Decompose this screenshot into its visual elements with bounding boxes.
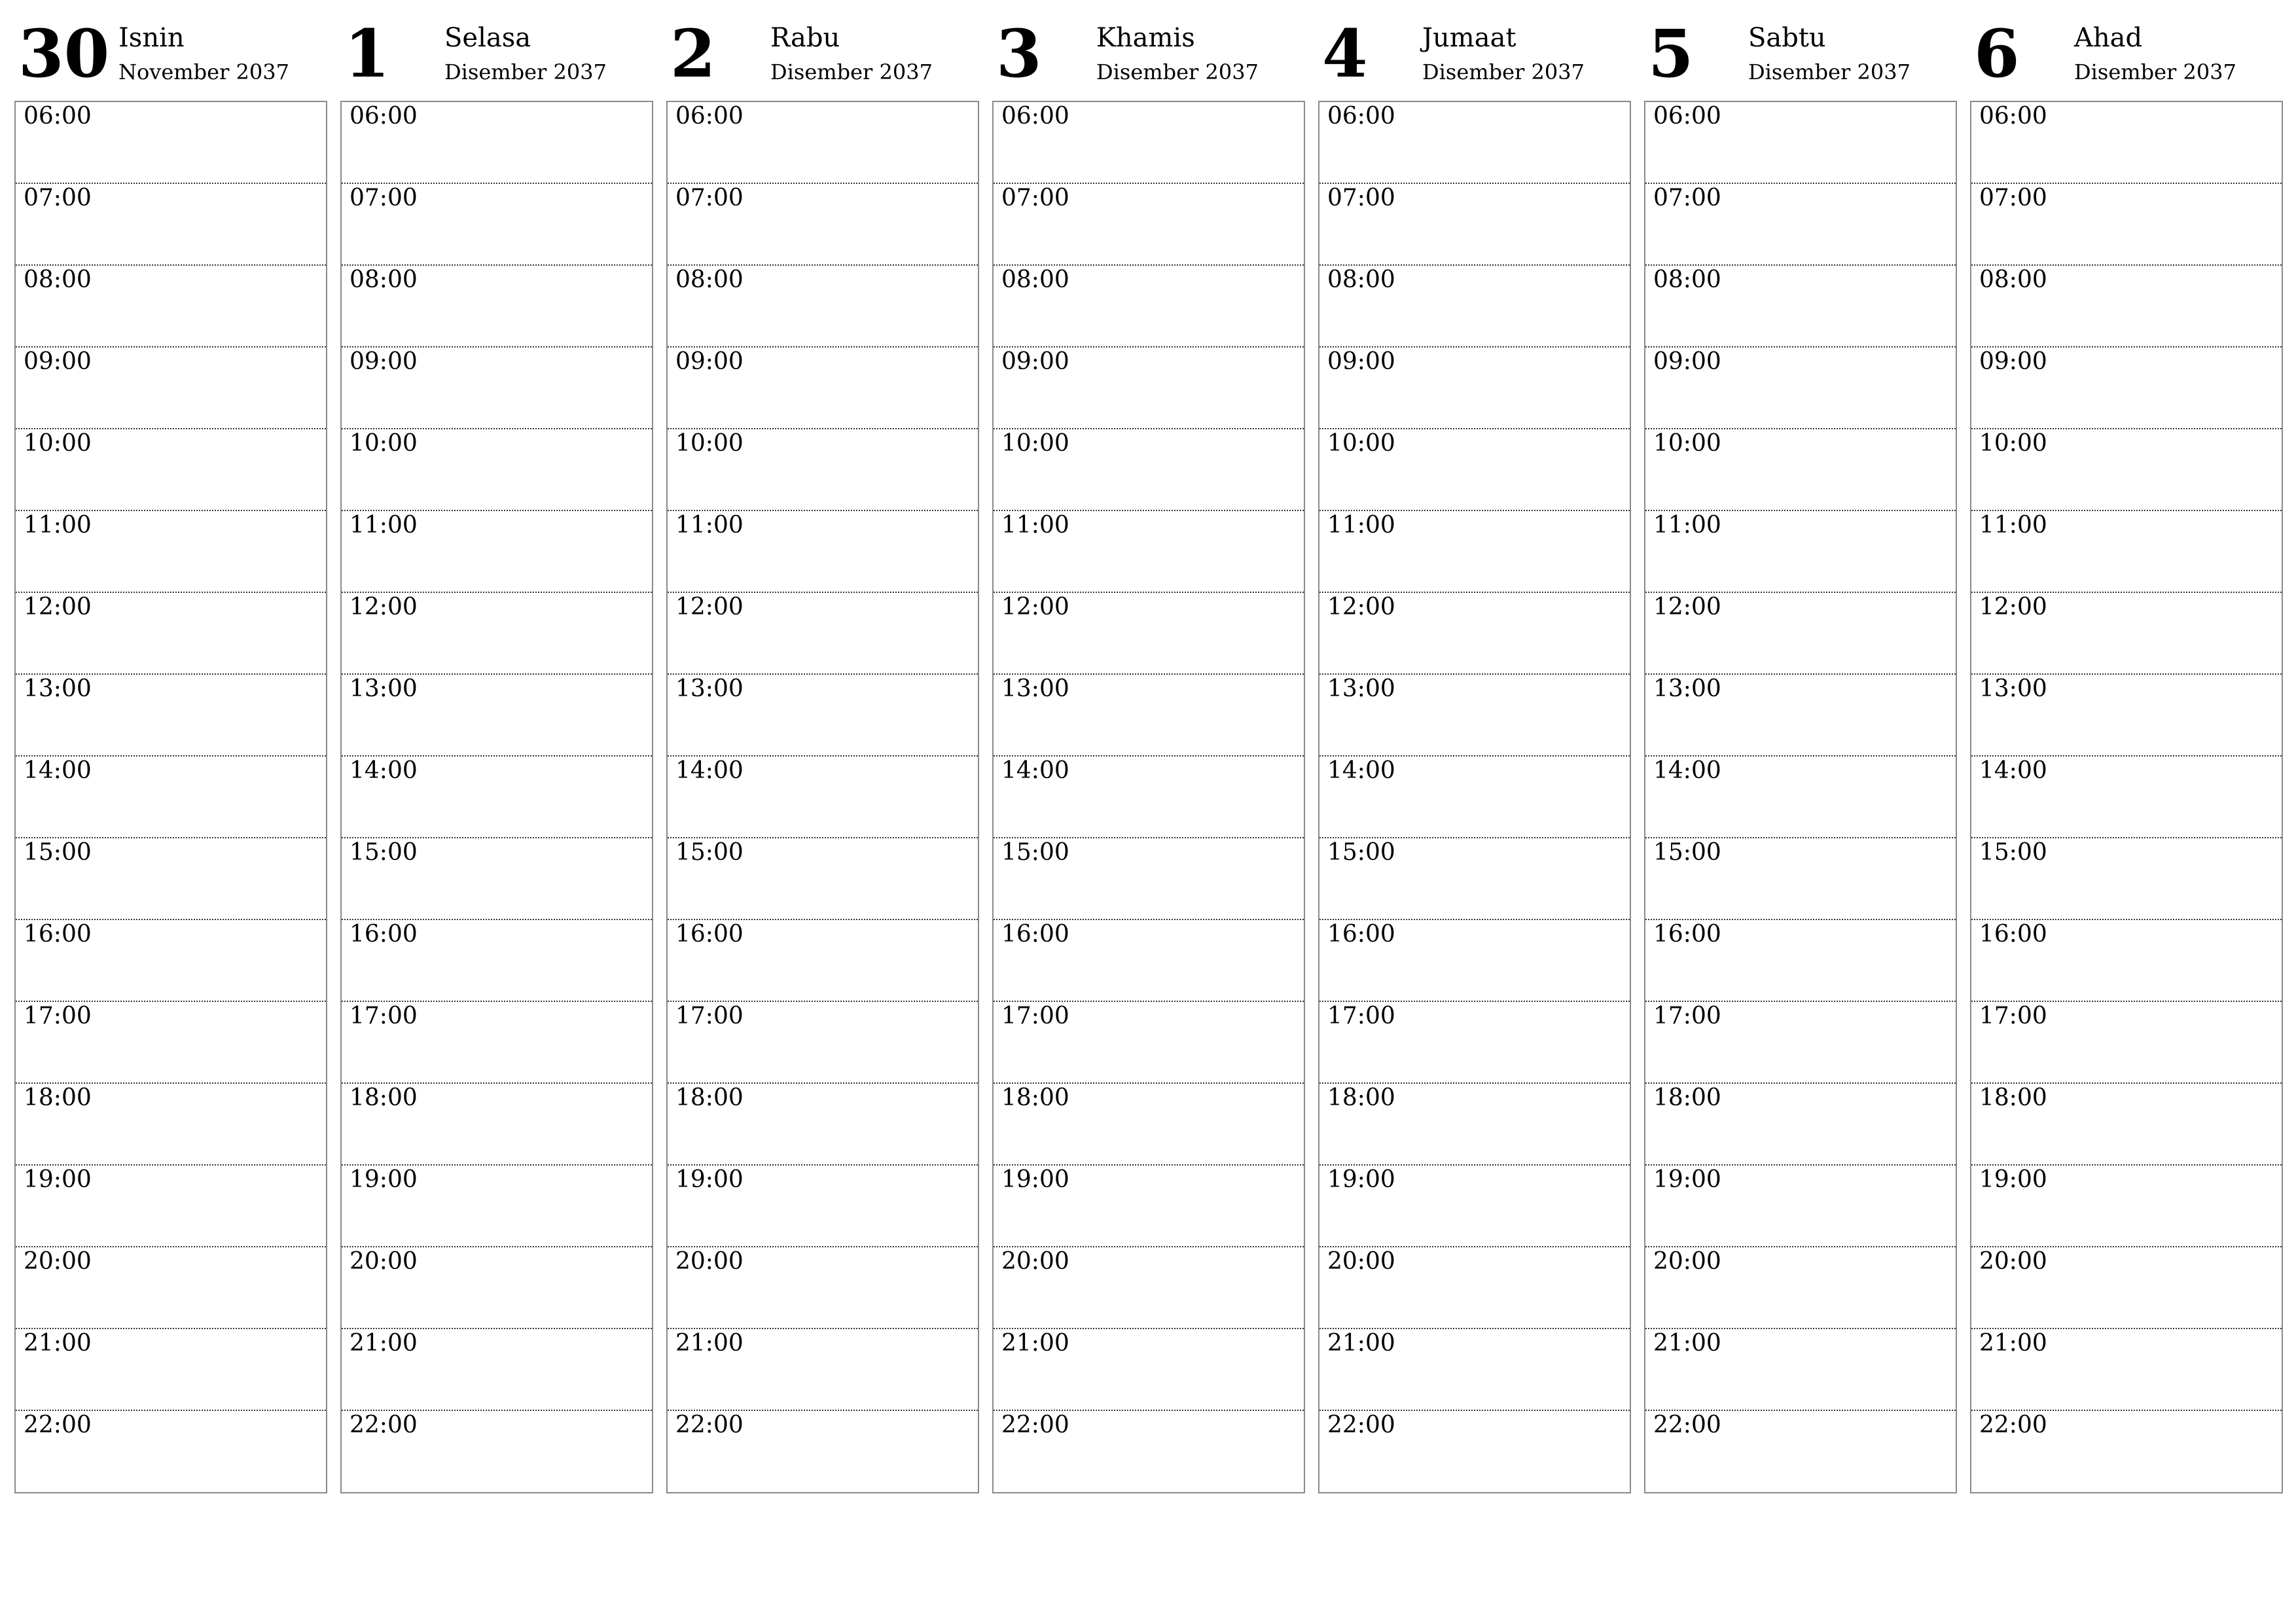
day-column	[1318, 14, 1631, 1500]
time-slot-label: 08:00	[1979, 266, 2047, 293]
time-slot[interactable]	[1971, 511, 2282, 593]
time-slot-label: 17:00	[1979, 1003, 2047, 1029]
time-slot[interactable]	[1645, 1411, 1956, 1493]
day-schedule-box	[340, 101, 653, 1493]
time-slot-label: 18:00	[1979, 1084, 2047, 1111]
time-slot-label: 18:00	[24, 1084, 92, 1111]
day-schedule-box	[992, 101, 1305, 1493]
time-slot-label: 19:00	[1979, 1166, 2047, 1193]
day-header	[992, 14, 1305, 99]
time-slot-label: 09:00	[1001, 348, 1069, 375]
time-slot-label: 21:00	[1001, 1330, 1069, 1357]
time-slot-label: 12:00	[1001, 594, 1069, 620]
time-slot[interactable]	[1645, 757, 1956, 838]
time-slot[interactable]	[994, 1084, 1304, 1166]
day-header	[666, 14, 979, 99]
time-slot-label: 17:00	[675, 1003, 744, 1029]
time-slot[interactable]	[16, 1329, 326, 1411]
time-slot[interactable]	[1971, 920, 2282, 1002]
time-slot[interactable]	[1319, 348, 1630, 429]
day-column	[14, 14, 327, 1500]
time-slot-label: 13:00	[1001, 675, 1069, 702]
time-slot[interactable]	[1645, 429, 1956, 511]
time-slot[interactable]	[342, 1084, 652, 1166]
day-month-year: Disember 2037	[2074, 60, 2236, 84]
time-slot[interactable]	[16, 511, 326, 593]
time-slot[interactable]	[1319, 1411, 1630, 1493]
time-slot-label: 15:00	[1327, 839, 1395, 866]
weekly-planner	[14, 14, 2282, 1500]
time-slot-label: 07:00	[350, 185, 418, 211]
day-number: 5	[1648, 15, 1694, 92]
time-slot[interactable]	[342, 429, 652, 511]
time-slot-label: 14:00	[24, 757, 92, 784]
time-slot[interactable]	[668, 1084, 978, 1166]
time-slot[interactable]	[1645, 511, 1956, 593]
time-slot-label: 14:00	[350, 757, 418, 784]
time-slot[interactable]	[1971, 184, 2282, 266]
time-slot[interactable]	[994, 1166, 1304, 1247]
time-slot[interactable]	[1319, 838, 1630, 920]
time-slot[interactable]	[1971, 102, 2282, 184]
time-slot-label: 07:00	[1327, 185, 1395, 211]
time-slot[interactable]	[342, 1329, 652, 1411]
time-slot-label: 11:00	[350, 512, 418, 539]
time-slot-label: 16:00	[1327, 921, 1395, 948]
time-slot-label: 07:00	[1001, 185, 1069, 211]
time-slot[interactable]	[1319, 593, 1630, 675]
time-slot[interactable]	[1971, 1247, 2282, 1329]
time-slot[interactable]	[668, 1166, 978, 1247]
time-slot[interactable]	[1971, 593, 2282, 675]
time-slot[interactable]	[1319, 1166, 1630, 1247]
time-slot[interactable]	[16, 1411, 326, 1493]
time-slot-label: 19:00	[1001, 1166, 1069, 1193]
time-slot-label: 15:00	[1001, 839, 1069, 866]
time-slot[interactable]	[1971, 1411, 2282, 1493]
day-number: 2	[670, 15, 716, 92]
time-slot-label: 18:00	[1001, 1084, 1069, 1111]
time-slot[interactable]	[668, 593, 978, 675]
time-slot-label: 11:00	[1979, 512, 2047, 539]
day-month-year: November 2037	[118, 60, 289, 84]
time-slot-label: 17:00	[1327, 1003, 1395, 1029]
time-slot-label: 07:00	[1979, 185, 2047, 211]
time-slot[interactable]	[342, 838, 652, 920]
time-slot[interactable]	[994, 920, 1304, 1002]
time-slot-label: 17:00	[350, 1003, 418, 1029]
day-schedule-box	[1318, 101, 1631, 1493]
time-slot-label: 06:00	[675, 103, 744, 130]
time-slot[interactable]	[1319, 757, 1630, 838]
time-slot[interactable]	[668, 1247, 978, 1329]
time-slot[interactable]	[1971, 675, 2282, 757]
time-slot[interactable]	[1645, 184, 1956, 266]
time-slot[interactable]	[1971, 1166, 2282, 1247]
time-slot-label: 22:00	[675, 1412, 744, 1438]
time-slot[interactable]	[1971, 757, 2282, 838]
time-slot[interactable]	[342, 1411, 652, 1493]
time-slot-label: 14:00	[1653, 757, 1721, 784]
time-slot-label: 15:00	[1979, 839, 2047, 866]
time-slot[interactable]	[994, 102, 1304, 184]
day-column	[992, 14, 1305, 1500]
time-slot-label: 11:00	[24, 512, 92, 539]
time-slot[interactable]	[342, 102, 652, 184]
time-slot-label: 21:00	[350, 1330, 418, 1357]
time-slot-label: 22:00	[24, 1412, 92, 1438]
day-number: 1	[344, 15, 390, 92]
time-slot[interactable]	[1319, 920, 1630, 1002]
time-slot-label: 18:00	[350, 1084, 418, 1111]
day-header	[14, 14, 327, 99]
time-slot[interactable]	[1319, 429, 1630, 511]
time-slot[interactable]	[668, 1329, 978, 1411]
time-slot-label: 12:00	[1653, 594, 1721, 620]
time-slot-label: 16:00	[1979, 921, 2047, 948]
time-slot-label: 22:00	[1001, 1412, 1069, 1438]
time-slot[interactable]	[668, 1411, 978, 1493]
time-slot-label: 21:00	[1327, 1330, 1395, 1357]
time-slot[interactable]	[994, 1329, 1304, 1411]
time-slot[interactable]	[994, 1247, 1304, 1329]
day-header	[1318, 14, 1631, 99]
time-slot[interactable]	[994, 511, 1304, 593]
time-slot-label: 07:00	[24, 185, 92, 211]
time-slot-label: 17:00	[1001, 1003, 1069, 1029]
time-slot[interactable]	[16, 920, 326, 1002]
time-slot-label: 19:00	[1653, 1166, 1721, 1193]
time-slot[interactable]	[1645, 838, 1956, 920]
time-slot[interactable]	[994, 266, 1304, 348]
time-slot-label: 08:00	[1653, 266, 1721, 293]
time-slot-label: 13:00	[350, 675, 418, 702]
time-slot-label: 15:00	[350, 839, 418, 866]
time-slot-label: 09:00	[350, 348, 418, 375]
time-slot[interactable]	[342, 1166, 652, 1247]
time-slot[interactable]	[342, 266, 652, 348]
day-number: 30	[18, 15, 110, 92]
time-slot-label: 11:00	[1653, 512, 1721, 539]
time-slot[interactable]	[1645, 266, 1956, 348]
time-slot[interactable]	[342, 1002, 652, 1084]
time-slot-label: 12:00	[675, 594, 744, 620]
time-slot-label: 12:00	[24, 594, 92, 620]
time-slot-label: 07:00	[1653, 185, 1721, 211]
time-slot[interactable]	[1971, 1084, 2282, 1166]
time-slot-label: 18:00	[1327, 1084, 1395, 1111]
time-slot-label: 20:00	[1001, 1248, 1069, 1275]
day-schedule-box	[666, 101, 979, 1493]
time-slot-label: 13:00	[24, 675, 92, 702]
time-slot[interactable]	[1319, 266, 1630, 348]
day-schedule-box	[1970, 101, 2283, 1493]
time-slot[interactable]	[342, 348, 652, 429]
time-slot-label: 21:00	[24, 1330, 92, 1357]
time-slot-label: 06:00	[1327, 103, 1395, 130]
time-slot-label: 15:00	[1653, 839, 1721, 866]
time-slot[interactable]	[16, 266, 326, 348]
time-slot-label: 13:00	[1327, 675, 1395, 702]
day-header	[1970, 14, 2283, 99]
time-slot[interactable]	[16, 675, 326, 757]
time-slot[interactable]	[668, 184, 978, 266]
day-weekday: Khamis	[1096, 23, 1195, 53]
time-slot[interactable]	[16, 102, 326, 184]
time-slot-label: 16:00	[1653, 921, 1721, 948]
time-slot-label: 19:00	[350, 1166, 418, 1193]
time-slot-label: 08:00	[675, 266, 744, 293]
time-slot[interactable]	[342, 593, 652, 675]
day-month-year: Disember 2037	[444, 60, 607, 84]
time-slot-label: 19:00	[675, 1166, 744, 1193]
time-slot-label: 11:00	[675, 512, 744, 539]
time-slot-label: 10:00	[1653, 430, 1721, 457]
time-slot[interactable]	[1645, 920, 1956, 1002]
time-slot[interactable]	[994, 593, 1304, 675]
time-slot[interactable]	[16, 184, 326, 266]
time-slot[interactable]	[16, 593, 326, 675]
time-slot[interactable]	[668, 675, 978, 757]
time-slot-label: 20:00	[1653, 1248, 1721, 1275]
day-weekday: Ahad	[2074, 23, 2143, 53]
time-slot[interactable]	[16, 1166, 326, 1247]
time-slot-label: 12:00	[1979, 594, 2047, 620]
time-slot-label: 13:00	[675, 675, 744, 702]
time-slot-label: 18:00	[675, 1084, 744, 1111]
time-slot[interactable]	[668, 920, 978, 1002]
time-slot-label: 06:00	[1001, 103, 1069, 130]
time-slot[interactable]	[342, 920, 652, 1002]
time-slot-label: 19:00	[1327, 1166, 1395, 1193]
time-slot-label: 12:00	[1327, 594, 1395, 620]
time-slot-label: 22:00	[1979, 1412, 2047, 1438]
day-number: 3	[996, 15, 1042, 92]
time-slot-label: 20:00	[1979, 1248, 2047, 1275]
time-slot[interactable]	[1319, 511, 1630, 593]
day-weekday: Selasa	[444, 23, 531, 53]
time-slot-label: 21:00	[1653, 1330, 1721, 1357]
time-slot-label: 21:00	[675, 1330, 744, 1357]
time-slot[interactable]	[1971, 429, 2282, 511]
time-slot-label: 10:00	[350, 430, 418, 457]
time-slot[interactable]	[994, 675, 1304, 757]
time-slot-label: 08:00	[1001, 266, 1069, 293]
time-slot[interactable]	[16, 838, 326, 920]
time-slot[interactable]	[16, 1002, 326, 1084]
time-slot-label: 22:00	[1653, 1412, 1721, 1438]
time-slot-label: 10:00	[675, 430, 744, 457]
time-slot[interactable]	[1645, 1166, 1956, 1247]
time-slot-label: 09:00	[1653, 348, 1721, 375]
time-slot[interactable]	[668, 348, 978, 429]
time-slot-label: 06:00	[1653, 103, 1721, 130]
day-header	[340, 14, 653, 99]
time-slot[interactable]	[668, 757, 978, 838]
time-slot-label: 10:00	[1327, 430, 1395, 457]
time-slot[interactable]	[1319, 102, 1630, 184]
time-slot[interactable]	[1645, 1329, 1956, 1411]
time-slot-label: 06:00	[1979, 103, 2047, 130]
day-column	[340, 14, 653, 1500]
time-slot-label: 20:00	[675, 1248, 744, 1275]
time-slot-label: 22:00	[350, 1412, 418, 1438]
time-slot-label: 11:00	[1327, 512, 1395, 539]
time-slot[interactable]	[342, 757, 652, 838]
time-slot-label: 16:00	[24, 921, 92, 948]
time-slot-label: 14:00	[1001, 757, 1069, 784]
time-slot[interactable]	[994, 429, 1304, 511]
time-slot-label: 09:00	[675, 348, 744, 375]
day-weekday: Rabu	[770, 23, 840, 53]
time-slot[interactable]	[1319, 1329, 1630, 1411]
time-slot-label: 11:00	[1001, 512, 1069, 539]
time-slot-label: 09:00	[24, 348, 92, 375]
time-slot[interactable]	[994, 1002, 1304, 1084]
time-slot[interactable]	[994, 757, 1304, 838]
time-slot-label: 14:00	[1327, 757, 1395, 784]
time-slot-label: 19:00	[24, 1166, 92, 1193]
time-slot[interactable]	[1319, 675, 1630, 757]
time-slot[interactable]	[994, 348, 1304, 429]
day-number: 4	[1322, 15, 1368, 92]
time-slot[interactable]	[1319, 1247, 1630, 1329]
day-column	[1970, 14, 2283, 1500]
time-slot[interactable]	[16, 1084, 326, 1166]
time-slot[interactable]	[1645, 593, 1956, 675]
time-slot-label: 09:00	[1979, 348, 2047, 375]
time-slot[interactable]	[16, 757, 326, 838]
time-slot-label: 21:00	[1979, 1330, 2047, 1357]
time-slot-label: 10:00	[1001, 430, 1069, 457]
time-slot[interactable]	[668, 838, 978, 920]
time-slot-label: 13:00	[1653, 675, 1721, 702]
time-slot-label: 07:00	[675, 185, 744, 211]
day-weekday: Jumaat	[1422, 23, 1516, 53]
time-slot-label: 15:00	[675, 839, 744, 866]
time-slot-label: 20:00	[350, 1248, 418, 1275]
time-slot-label: 20:00	[1327, 1248, 1395, 1275]
time-slot[interactable]	[994, 1411, 1304, 1493]
time-slot[interactable]	[1971, 838, 2282, 920]
time-slot[interactable]	[668, 266, 978, 348]
time-slot[interactable]	[1645, 1002, 1956, 1084]
time-slot-label: 16:00	[350, 921, 418, 948]
day-month-year: Disember 2037	[1422, 60, 1585, 84]
time-slot[interactable]	[668, 511, 978, 593]
time-slot-label: 06:00	[24, 103, 92, 130]
time-slot-label: 08:00	[24, 266, 92, 293]
time-slot[interactable]	[994, 184, 1304, 266]
day-month-year: Disember 2037	[770, 60, 933, 84]
day-weekday: Sabtu	[1748, 23, 1826, 53]
time-slot-label: 12:00	[350, 594, 418, 620]
time-slot[interactable]	[1971, 348, 2282, 429]
time-slot[interactable]	[342, 675, 652, 757]
day-column	[666, 14, 979, 1500]
time-slot-label: 13:00	[1979, 675, 2047, 702]
time-slot[interactable]	[1319, 184, 1630, 266]
time-slot-label: 14:00	[1979, 757, 2047, 784]
time-slot-label: 08:00	[1327, 266, 1395, 293]
time-slot[interactable]	[1971, 1002, 2282, 1084]
time-slot[interactable]	[1645, 1247, 1956, 1329]
time-slot[interactable]	[16, 1247, 326, 1329]
time-slot-label: 14:00	[675, 757, 744, 784]
time-slot[interactable]	[1645, 102, 1956, 184]
time-slot[interactable]	[1645, 675, 1956, 757]
day-weekday: Isnin	[118, 23, 185, 53]
time-slot-label: 22:00	[1327, 1412, 1395, 1438]
time-slot-label: 10:00	[24, 430, 92, 457]
time-slot-label: 17:00	[24, 1003, 92, 1029]
time-slot-label: 17:00	[1653, 1003, 1721, 1029]
time-slot-label: 18:00	[1653, 1084, 1721, 1111]
time-slot-label: 06:00	[350, 103, 418, 130]
day-number: 6	[1974, 15, 2020, 92]
day-month-year: Disember 2037	[1748, 60, 1910, 84]
time-slot[interactable]	[1971, 266, 2282, 348]
time-slot[interactable]	[1971, 1329, 2282, 1411]
day-schedule-box	[14, 101, 327, 1493]
time-slot-label: 16:00	[1001, 921, 1069, 948]
day-column	[1644, 14, 1957, 1500]
time-slot[interactable]	[342, 511, 652, 593]
time-slot[interactable]	[342, 184, 652, 266]
time-slot-label: 08:00	[350, 266, 418, 293]
time-slot[interactable]	[668, 429, 978, 511]
time-slot[interactable]	[668, 1002, 978, 1084]
time-slot[interactable]	[1319, 1002, 1630, 1084]
time-slot-label: 10:00	[1979, 430, 2047, 457]
day-schedule-box	[1644, 101, 1957, 1493]
time-slot-label: 15:00	[24, 839, 92, 866]
time-slot[interactable]	[16, 429, 326, 511]
day-header	[1644, 14, 1957, 99]
time-slot[interactable]	[1319, 1084, 1630, 1166]
time-slot[interactable]	[16, 348, 326, 429]
time-slot-label: 09:00	[1327, 348, 1395, 375]
day-month-year: Disember 2037	[1096, 60, 1259, 84]
time-slot-label: 16:00	[675, 921, 744, 948]
time-slot[interactable]	[668, 102, 978, 184]
time-slot-label: 20:00	[24, 1248, 92, 1275]
time-slot[interactable]	[1645, 348, 1956, 429]
time-slot[interactable]	[342, 1247, 652, 1329]
time-slot[interactable]	[994, 838, 1304, 920]
time-slot[interactable]	[1645, 1084, 1956, 1166]
